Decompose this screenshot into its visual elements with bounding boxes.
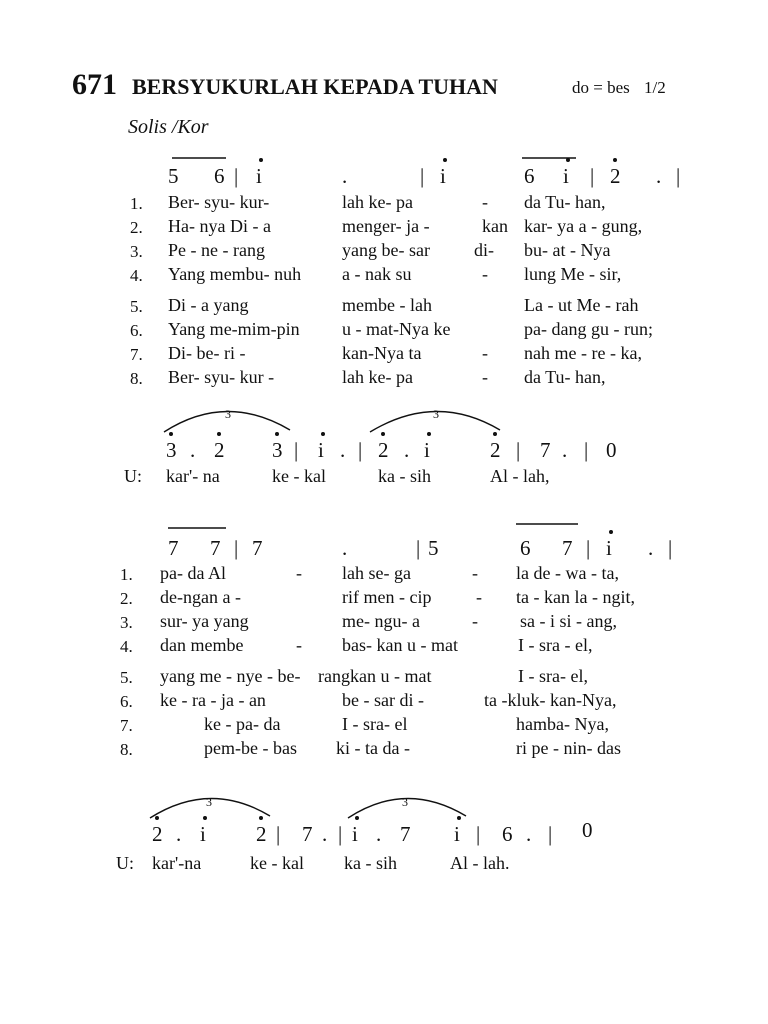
verse-number: 3. xyxy=(130,242,143,261)
barline: | xyxy=(586,536,591,560)
lyric: lung Me - sir, xyxy=(524,264,622,284)
note: 6 xyxy=(214,164,225,188)
lyric: - xyxy=(482,192,488,212)
lyric: sa - i si - ang, xyxy=(520,611,617,631)
lyric: La - ut Me - rah xyxy=(524,295,639,315)
lyric: Yang membu- nuh xyxy=(168,264,302,284)
note: 2 xyxy=(490,438,501,462)
barline: | xyxy=(548,822,553,846)
lyric: Yang me-mim-pin xyxy=(168,319,300,339)
lyric: Ber- syu- kur - xyxy=(168,367,275,387)
barline: | xyxy=(276,822,281,846)
lyric: hamba- Nya, xyxy=(516,714,609,734)
triplet-mark: 3 xyxy=(225,407,231,421)
lyric: pem-be - bas xyxy=(204,738,297,758)
barline: | xyxy=(516,438,521,462)
meter: 1/2 xyxy=(644,78,666,97)
lyric: ta -kluk- kan-Nya, xyxy=(484,690,617,710)
verse-number: 2. xyxy=(120,589,133,608)
lyric: sur- ya yang xyxy=(160,611,249,631)
lyric: bu- at - Nya xyxy=(524,240,611,260)
key-signature xyxy=(572,78,666,98)
lyric: I - sra - el, xyxy=(518,635,593,655)
lyric: ka - sih xyxy=(344,853,397,873)
lyric: lah ke- pa xyxy=(342,192,413,212)
barline: | xyxy=(476,822,481,846)
verse-number: 4. xyxy=(120,637,133,656)
refrain-label: U: xyxy=(124,466,142,486)
lyric: lah se- ga xyxy=(342,563,411,583)
note-dot: . xyxy=(376,822,382,846)
lyric: rangkan u - mat xyxy=(318,666,432,686)
note: 7 xyxy=(252,536,263,560)
note-rest: 0 xyxy=(582,818,593,842)
note: 3 xyxy=(166,438,177,462)
lyric: kar'- na xyxy=(166,466,220,486)
barline: | xyxy=(416,536,421,560)
octave-dot xyxy=(217,432,221,436)
octave-dot xyxy=(613,158,617,162)
octave-dot xyxy=(427,432,431,436)
lyric: ke - pa- da xyxy=(204,714,281,734)
lyric: ka - sih xyxy=(378,466,431,486)
lyric: Ha- nya Di - a xyxy=(168,216,271,236)
barline: | xyxy=(676,164,681,188)
octave-dot xyxy=(457,816,461,820)
triplet-mark: 3 xyxy=(206,795,212,809)
verse-number: 8. xyxy=(130,369,143,388)
barline: | xyxy=(294,438,299,462)
verse-number: 7. xyxy=(120,716,133,735)
note-dot: . xyxy=(562,438,568,462)
lyric: ke - kal xyxy=(272,466,326,486)
verse-number: 7. xyxy=(130,345,143,364)
lyric: nah me - re - ka, xyxy=(524,343,642,363)
verse-number: 1. xyxy=(130,194,143,213)
lyric: kan-Nya ta xyxy=(342,343,422,363)
note: i xyxy=(440,164,446,188)
lyric: yang be- sar xyxy=(342,240,430,260)
lyric: bas- kan u - mat xyxy=(342,635,458,655)
verse-number: 6. xyxy=(130,321,143,340)
octave-dot xyxy=(155,816,159,820)
note: 2 xyxy=(610,164,621,188)
lyric: - xyxy=(476,587,482,607)
note-dot: . xyxy=(648,536,654,560)
verse-number: 1. xyxy=(120,565,133,584)
barline: | xyxy=(338,822,343,846)
lyric: de-ngan a - xyxy=(160,587,241,607)
lyric: pa- da Al xyxy=(160,563,226,583)
note: i xyxy=(606,536,612,560)
verse-number: 8. xyxy=(120,740,133,759)
barline: | xyxy=(668,536,673,560)
octave-dot xyxy=(169,432,173,436)
lyric: ta - kan la - ngit, xyxy=(516,587,635,607)
note-dot: . xyxy=(656,164,662,188)
lyric: da Tu- han, xyxy=(524,367,606,387)
note: 7 xyxy=(302,822,313,846)
note: 6 xyxy=(520,536,531,560)
lyric: Al - lah. xyxy=(450,853,510,873)
note: 3 xyxy=(272,438,283,462)
verse-number: 4. xyxy=(130,266,143,285)
octave-dot xyxy=(203,816,207,820)
octave-dot xyxy=(609,530,613,534)
lyric: - xyxy=(472,563,478,583)
verse-number: 6. xyxy=(120,692,133,711)
octave-dot xyxy=(275,432,279,436)
lyric: ki - ta da - xyxy=(336,738,410,758)
lyric: Pe - ne - rang xyxy=(168,240,265,260)
lyric: dan membe xyxy=(160,635,244,655)
note-dot: . xyxy=(176,822,182,846)
note: 7 xyxy=(168,536,179,560)
lyric: - xyxy=(482,367,488,387)
note: 7 xyxy=(400,822,411,846)
hymn-number: 671 xyxy=(72,68,117,101)
lyric: kar- ya a - gung, xyxy=(524,216,643,236)
note: 2 xyxy=(214,438,225,462)
lyric: be - sar di - xyxy=(342,690,424,710)
barline: | xyxy=(590,164,595,188)
note-dot: . xyxy=(404,438,410,462)
lyric: ke - kal xyxy=(250,853,304,873)
note: 6 xyxy=(502,822,513,846)
note: i xyxy=(352,822,358,846)
triplet-mark: 3 xyxy=(433,407,439,421)
note: i xyxy=(424,438,430,462)
lyric: kar'-na xyxy=(152,853,202,873)
note-dot: . xyxy=(340,438,346,462)
lyric: - xyxy=(472,611,478,631)
lyric: da Tu- han, xyxy=(524,192,606,212)
note-dot: . xyxy=(342,164,348,188)
barline: | xyxy=(358,438,363,462)
key-label: do xyxy=(572,78,589,97)
note: 2 xyxy=(256,822,267,846)
key-eq: = xyxy=(593,78,603,97)
lyric: - xyxy=(296,563,302,583)
octave-dot xyxy=(259,158,263,162)
octave-dot xyxy=(443,158,447,162)
note: 2 xyxy=(152,822,163,846)
lyric: rif men - cip xyxy=(342,587,432,607)
triplet-mark: 3 xyxy=(402,795,408,809)
note: 6 xyxy=(524,164,535,188)
octave-dot xyxy=(259,816,263,820)
note: 7 xyxy=(540,438,551,462)
lyric: kan xyxy=(482,216,508,236)
note: i xyxy=(454,822,460,846)
lyric: I - sra- el, xyxy=(518,666,588,686)
note-rest: 0 xyxy=(606,438,617,462)
lyric: me- ngu- a xyxy=(342,611,420,631)
barline: | xyxy=(420,164,425,188)
verse-number: 2. xyxy=(130,218,143,237)
octave-dot xyxy=(381,432,385,436)
note: 5 xyxy=(428,536,439,560)
lyric: Al - lah, xyxy=(490,466,550,486)
barline: | xyxy=(234,164,239,188)
subtitle: Solis /Kor xyxy=(128,116,209,138)
note: 7 xyxy=(562,536,573,560)
note-dot: . xyxy=(322,822,328,846)
note: 5 xyxy=(168,164,179,188)
note-dot: . xyxy=(342,536,348,560)
lyric: ke - ra - ja - an xyxy=(160,690,266,710)
lyric: ri pe - nin- das xyxy=(516,738,621,758)
verse-number: 5. xyxy=(120,668,133,687)
note: i xyxy=(318,438,324,462)
barline: | xyxy=(234,536,239,560)
lyric: - xyxy=(482,264,488,284)
hymn-title: BERSYUKURLAH KEPADA TUHAN xyxy=(132,74,498,99)
lyric: Ber- syu- kur- xyxy=(168,192,270,212)
note-dot: . xyxy=(526,822,532,846)
lyric: la de - wa - ta, xyxy=(516,563,619,583)
verse-number: 3. xyxy=(120,613,133,632)
lyric: pa- dang gu - run; xyxy=(524,319,653,339)
octave-dot xyxy=(566,158,570,162)
key-value: bes xyxy=(607,78,630,97)
lyric: I - sra- el xyxy=(342,714,408,734)
lyric: yang me - nye - be- xyxy=(160,666,301,686)
lyric: Di- be- ri - xyxy=(168,343,246,363)
lyric: menger- ja - xyxy=(342,216,430,236)
lyric: - xyxy=(296,635,302,655)
verse-number: 5. xyxy=(130,297,143,316)
lyric: a - nak su xyxy=(342,264,412,284)
octave-dot xyxy=(493,432,497,436)
note: i xyxy=(200,822,206,846)
barline: | xyxy=(584,438,589,462)
lyric: lah ke- pa xyxy=(342,367,413,387)
refrain-label: U: xyxy=(116,853,134,873)
lyric: Di - a yang xyxy=(168,295,249,315)
note: 7 xyxy=(210,536,221,560)
note-dot: . xyxy=(190,438,196,462)
octave-dot xyxy=(321,432,325,436)
lyric: u - mat-Nya ke xyxy=(342,319,451,339)
note: i xyxy=(256,164,262,188)
lyric: membe - lah xyxy=(342,295,432,315)
note: 2 xyxy=(378,438,389,462)
note: i xyxy=(563,164,569,188)
lyric: di- xyxy=(474,240,494,260)
lyric: - xyxy=(482,343,488,363)
octave-dot xyxy=(355,816,359,820)
